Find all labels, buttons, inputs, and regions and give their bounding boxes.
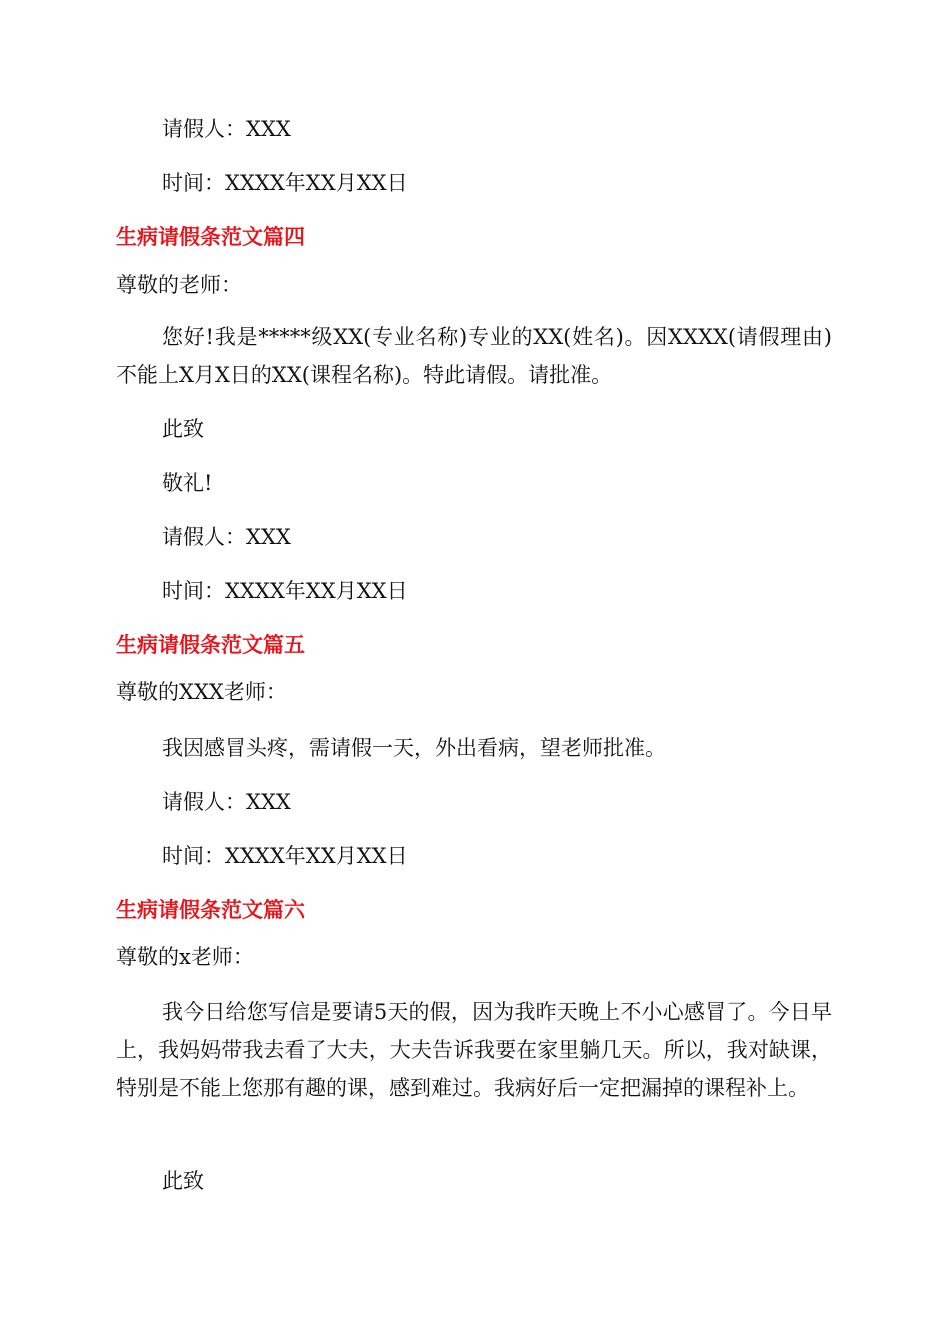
section-heading: 生病请假条范文篇五: [116, 633, 305, 657]
closing-line: 此致: [162, 417, 204, 441]
applicant-line: 请假人：XXX: [162, 525, 291, 549]
date-line: 时间：XXXX年XX月XX日: [162, 579, 408, 603]
closing-line: 此致: [162, 1169, 204, 1193]
applicant-line: 请假人：XXX: [162, 790, 291, 814]
body-paragraph: 我今日给您写信是要请5天的假，因为我昨天晚上不小心感冒了。今日早上，我妈妈带我去看了大夫，大夫告诉我要在家里躺几天。所以，我对缺课，特别是不能上您那有趣的课，感到难过。我病好后一定把漏掉的课程补上。: [116, 1000, 832, 1100]
salutation: 尊敬的老师：: [116, 273, 242, 297]
salutation: 尊敬的XXX老师：: [116, 680, 287, 704]
salutation: 尊敬的x老师：: [116, 945, 254, 969]
applicant-line: 请假人：XXX: [162, 117, 291, 141]
body-paragraph: 您好!我是*****级XX(专业名称)专业的XX(姓名)。因XXXX(请假理由)不能上X月X日的XX(课程名称)。特此请假。请批准。: [116, 325, 832, 387]
date-line: 时间：XXXX年XX月XX日: [162, 844, 408, 868]
section-heading: 生病请假条范文篇四: [116, 225, 305, 249]
section-heading: 生病请假条范文篇六: [116, 898, 305, 922]
body-paragraph: 我因感冒头疼，需请假一天，外出看病，望老师批准。: [162, 736, 666, 760]
date-line: 时间：XXXX年XX月XX日: [162, 171, 408, 195]
closing-line: 敬礼!: [162, 471, 213, 495]
